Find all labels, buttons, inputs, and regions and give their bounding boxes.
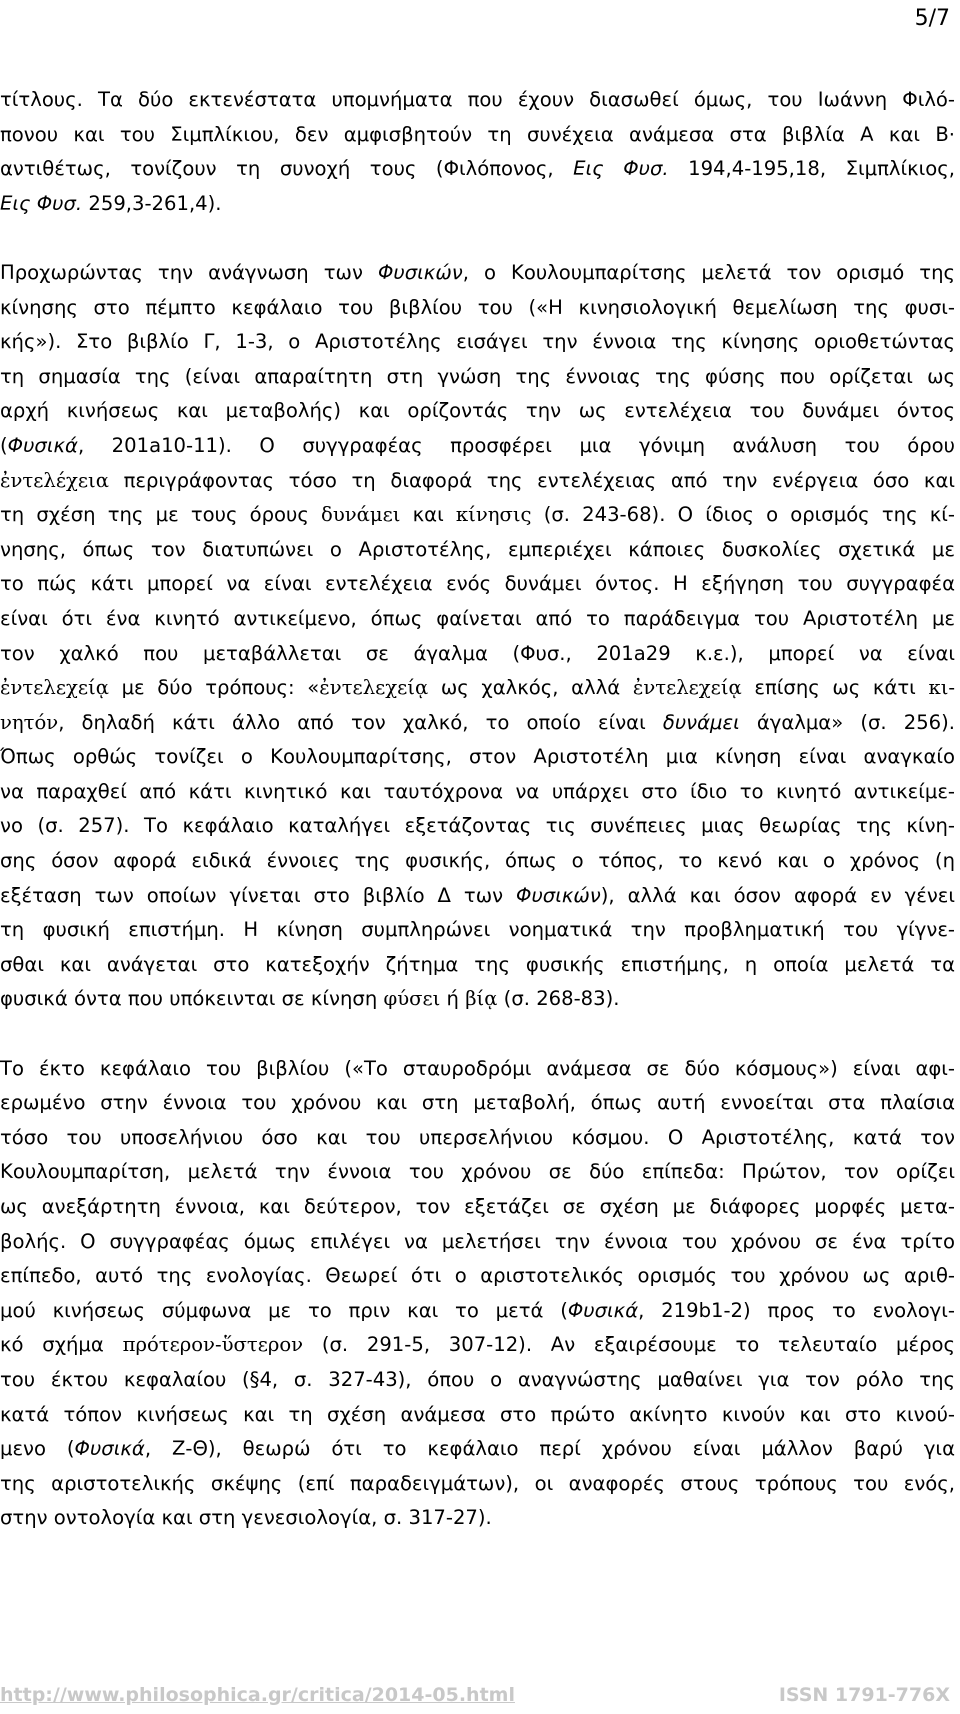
text-run: στην οντολογία και στη γενεσιολογία, σ. 317-27). — [0, 1506, 492, 1530]
text-run: (σ. 268-83). — [497, 987, 620, 1011]
paragraph — [0, 83, 955, 221]
text-run: του έκτου κεφαλαίου (§4, σ. 327-43), όπου ο αναγνώστης μαθαίνει για τον ρόλο της — [0, 1367, 955, 1391]
text-line — [0, 83, 955, 118]
italic-text: Φυσικών — [516, 883, 601, 907]
text-run: είναι ότι ένα κινητό αντικείμενο, όπως φαίνεται από το παράδειγμα του Αριστοτέλη με — [0, 606, 955, 630]
text-line — [0, 394, 955, 429]
text-line — [0, 1121, 955, 1156]
text-line — [0, 602, 955, 637]
text-line — [0, 498, 955, 533]
text-run: ( — [0, 433, 8, 457]
text-line — [0, 1052, 955, 1087]
text-line — [0, 706, 955, 741]
text-line — [0, 429, 955, 464]
text-run: περιγράφοντας τόσο τη διαφορά της εντελέχειας από την ενέργεια όσο και — [108, 468, 955, 492]
text-run: αντιθέτως, τονίζουν τη συνοχή τους (Φιλόπονος, — [0, 157, 574, 181]
greek-term: νητόν — [0, 710, 59, 734]
issn-label: ISSN 1791-776X — [778, 1684, 950, 1706]
greek-term: κίνησις — [455, 503, 532, 527]
greek-term: φύσει — [383, 987, 441, 1011]
text-run: μενο ( — [0, 1437, 75, 1461]
text-run: με δύο τρόπους: « — [108, 676, 320, 700]
text-run: , Ζ-Θ), θεωρώ ότι το κεφάλαιο περί χρόνου είναι μάλλον βαρύ για — [144, 1437, 955, 1461]
text-run: , 219b1-2) προς το ενολογι- — [638, 1298, 955, 1322]
text-run: (σ. 291-5, 307-12). Αν εξαιρέσουμε το τελευταίο μέρος — [303, 1333, 955, 1357]
text-line — [0, 809, 955, 844]
text-run: ή — [440, 987, 466, 1011]
text-line — [0, 533, 955, 568]
text-line — [0, 118, 955, 153]
text-line — [0, 1294, 955, 1329]
text-line — [0, 1190, 955, 1225]
italic-text: Εις Φυσ. — [0, 191, 83, 215]
text-run: , 201a10-11). Ο συγγραφέας προσφέρει μια γόνιμη ανάλυση του όρου — [77, 433, 955, 457]
text-run: κατά τόπον κινήσεως και τη σχέση ανάμεσα στο πρώτο ακίνητο κινούν και στο κινού- — [0, 1402, 955, 1426]
text-run: άγαλμα» (σ. 256). — [739, 710, 956, 734]
greek-term: πρότερον-ὕστερον — [122, 1333, 304, 1357]
text-run: τη φυσική επιστήμη. Η κίνηση συμπληρώνει νοηματικά την προβληματική του γίγνε- — [0, 918, 955, 942]
paragraph-gap — [0, 221, 955, 256]
greek-term: ἐντελεχείᾳ — [0, 676, 109, 700]
text-line — [0, 1086, 955, 1121]
text-line — [0, 1467, 955, 1502]
text-line — [0, 844, 955, 879]
text-run: , ο Κουλουμπαρίτσης μελετά τον ορισμό της — [462, 260, 956, 284]
italic-text: Φυσικά — [7, 433, 78, 457]
source-url-link[interactable]: http://www.philosophica.gr/critica/2014-05.html — [0, 1684, 515, 1706]
text-run: βολής. Ο συγγραφέας όμως επιλέγει να μελετήσει την έννοια του χρόνου σε ένα τρίτο — [0, 1229, 955, 1253]
text-run: το πώς κάτι μπορεί να είναι εντελέχεια ενός δυνάμει όντος. Η εξήγηση του συγγραφέα — [0, 572, 955, 596]
text-line — [0, 948, 955, 983]
text-line — [0, 637, 955, 672]
text-run: επίσης ως κάτι — [741, 676, 929, 700]
text-line — [0, 879, 955, 914]
text-run: Το έκτο κεφάλαιο του βιβλίου («Το σταυροδρόμι ανάμεσα σε δύο κόσμους») είναι αφι- — [0, 1056, 955, 1080]
text-run: τόσο του υποσελήνιου όσο και του υπερσελήνιου κόσμου. Ο Αριστοτέλης, κατά τον — [0, 1125, 955, 1149]
text-line — [0, 1363, 955, 1398]
text-run: φυσικά όντα που υπόκεινται σε κίνηση — [0, 987, 384, 1011]
text-run: Προχωρώντας την ανάγνωση των — [0, 260, 378, 284]
text-line — [0, 360, 955, 395]
text-run: τον χαλκό που μεταβάλλεται σε άγαλμα (Φυσ., 201a29 κ.ε.), μπορεί να είναι — [0, 641, 955, 665]
text-run: , δηλαδή κάτι άλλο από τον χαλκό, το οποίο είναι — [58, 710, 663, 734]
text-line — [0, 740, 955, 775]
text-line — [0, 1432, 955, 1467]
document-body — [0, 83, 955, 1536]
greek-term: κι- — [928, 676, 956, 700]
text-line — [0, 567, 955, 602]
page-number: 5/7 — [914, 6, 950, 31]
greek-term: ἐντελέχεια — [0, 468, 109, 492]
text-run: ), αλλά και όσον αφορά εν γένει — [600, 883, 955, 907]
text-line — [0, 1501, 955, 1536]
text-line — [0, 671, 955, 706]
text-run: να παραχθεί από κάτι κινητικό και ταυτόχρονα να υπάρχει στο ίδιο το κινητό αντικείμε- — [0, 779, 955, 803]
text-run: νο (σ. 257). Το κεφάλαιο καταλήγει εξετάζοντας τις συνέπειες μιας θεωρίας της κίνη- — [0, 814, 955, 838]
text-line — [0, 1259, 955, 1294]
italic-text: Φυσικά — [567, 1298, 639, 1322]
italic-text: Φυσικών — [377, 260, 463, 284]
text-run: αρχή κινήσεως και μεταβολής) και ορίζοντάς την ως εντελέχεια του δυνάμει όντος — [0, 399, 955, 423]
text-run: της αριστοτελικής σκέψης (επί παραδειγμάτων), οι αναφορές στους τρόπους του ενός, — [0, 1471, 955, 1495]
text-line — [0, 1328, 955, 1363]
text-line — [0, 325, 955, 360]
text-line — [0, 1225, 955, 1260]
text-run: κίνησης στο πέμπτο κεφάλαιο του βιβλίου του («Η κινησιολογική θεμελίωση της φυσι- — [0, 295, 955, 319]
text-run: τη σχέση της με τους όρους — [0, 503, 322, 527]
text-run: επίπεδο, αυτό της ενολογίας. Θεωρεί ότι ο αριστοτελικός ορισμός του χρόνου ως αριθ- — [0, 1264, 955, 1288]
text-line — [0, 775, 955, 810]
text-run: κό σχήμα — [0, 1333, 123, 1357]
text-run: 259,3-261,4). — [82, 191, 222, 215]
italic-text: δυνάμει — [662, 710, 740, 734]
text-run: Όπως ορθώς τονίζει ο Κουλουμπαρίτσης, στον Αριστοτέλη μια κίνηση είναι αναγκαίο — [0, 745, 955, 769]
text-run: κής»). Στο βιβλίο Γ, 1-3, ο Αριστοτέλης εισάγει την έννοια της κίνησης οριοθετώντας — [0, 330, 955, 354]
text-line — [0, 1155, 955, 1190]
text-run: σθαι και ανάγεται στο κατεξοχήν ζήτημα της φυσικής επιστήμης, η οποία μελετά τα — [0, 952, 955, 976]
text-line — [0, 187, 955, 222]
text-run: σης όσον αφορά ειδικά έννοιες της φυσικής, όπως ο τόπος, το κενό και ο χρόνος (η — [0, 849, 955, 873]
paragraph — [0, 256, 955, 1017]
footer — [0, 1680, 950, 1714]
text-run: (σ. 243-68). Ο ίδιος ο ορισμός της κί- — [531, 503, 955, 527]
text-run: πονου και του Σιμπλίκιου, δεν αμφισβητούν τη συνέχεια ανάμεσα στα βιβλία Α και Β· — [0, 122, 955, 146]
text-line — [0, 982, 955, 1017]
text-line — [0, 913, 955, 948]
text-run: νησης, όπως τον διατυπώνει ο Αριστοτέλης, εμπεριέχει κάποιες δυσκολίες σχετικά με — [0, 537, 955, 561]
italic-text: Εις Φυσ. — [573, 157, 669, 181]
italic-text: Φυσικά — [74, 1437, 145, 1461]
text-run: ως χαλκός, αλλά — [428, 676, 633, 700]
text-run: εξέταση των οποίων γίνεται στο βιβλίο Δ των — [0, 883, 517, 907]
greek-term: ἐντελεχείᾳ — [319, 676, 429, 700]
text-run: μού κινήσεως σύμφωνα με το πριν και το μετά ( — [0, 1298, 568, 1322]
text-run: 194,4-195,18, Σιμπλίκιος, — [668, 157, 955, 181]
text-run: και — [400, 503, 456, 527]
paragraph — [0, 1052, 955, 1536]
text-run: Κουλουμπαρίτση, μελετά την έννοια του χρόνου σε δύο επίπεδα: Πρώτον, τον ορίζει — [0, 1160, 955, 1184]
text-line — [0, 464, 955, 499]
greek-term: δυνάμει — [321, 503, 401, 527]
text-run: τίτλους. Τα δύο εκτενέστατα υπομνήματα που έχουν διασωθεί όμως, του Ιωάννη Φιλό- — [0, 88, 955, 111]
text-run: ερωμένο στην έννοια του χρόνου και στη μεταβολή, όπως αυτή εννοείται στα πλαίσια — [0, 1091, 955, 1115]
text-line — [0, 256, 955, 291]
text-run: ως ανεξάρτητη έννοια, και δεύτερον, τον εξετάζει σε σχέση με διάφορες μορφές μετα- — [0, 1195, 955, 1218]
greek-term: βίᾳ — [465, 987, 498, 1011]
paragraph-gap — [0, 1017, 955, 1052]
text-line — [0, 152, 955, 187]
text-line — [0, 291, 955, 326]
greek-term: ἐντελεχείᾳ — [632, 676, 742, 700]
text-run: τη σημασία της (είναι απαραίτητη στη γνώση της έννοιας της φύσης που ορίζεται ως — [0, 364, 955, 388]
text-line — [0, 1398, 955, 1433]
